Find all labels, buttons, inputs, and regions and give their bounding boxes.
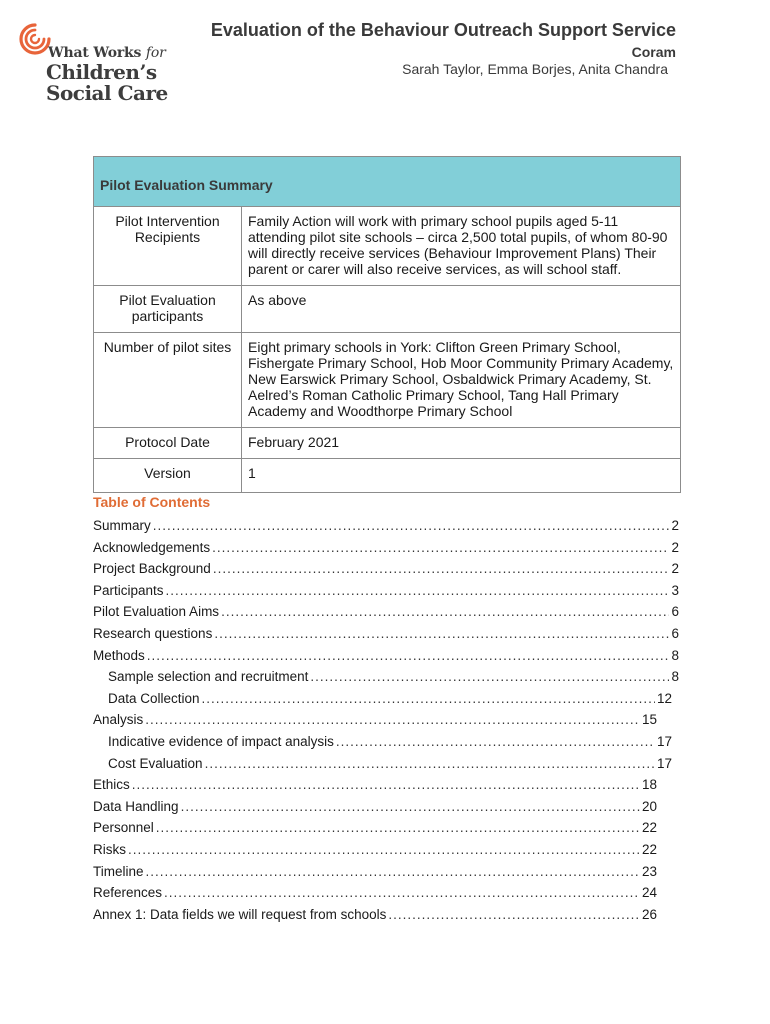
- toc-subentry[interactable]: Sample selection and recruitment ..... 8: [93, 669, 679, 691]
- toc-entry[interactable]: Methods ..... 8: [93, 648, 679, 670]
- summary-heading: Pilot Evaluation Summary: [94, 157, 681, 207]
- summary-row: [94, 333, 681, 428]
- logo-line2: Children’s: [46, 60, 157, 84]
- toc-entry[interactable]: Risks ..... 22: [93, 842, 657, 864]
- summary-row-label: Version: [94, 459, 242, 493]
- toc-entry[interactable]: Research questions ..... 6: [93, 626, 679, 648]
- logo-line3: Social Care: [46, 81, 168, 105]
- summary-row-label: Pilot Evaluation participants: [94, 286, 242, 333]
- toc-entry[interactable]: Annex 1: Data fields we will request from schools ..... 26: [93, 907, 657, 929]
- toc-entry[interactable]: Acknowledgements ..... 2: [93, 540, 679, 562]
- summary-row: [94, 428, 681, 459]
- summary-row: [94, 286, 681, 333]
- summary-row-value: Eight primary schools in York: Clifton Green Primary School, Fishergate Primary School, Hob Moor Community Primary Academy, New Earswick Primary School, Osbaldwick Primary Academy, St. Aelred’s Roman Catholic Primary School, Tang Hall Primary Academy and Woodthorpe Primary School: [242, 333, 681, 428]
- pilot-evaluation-summary-table: [93, 156, 681, 493]
- summary-row-label: Pilot Intervention Recipients: [94, 207, 242, 286]
- logo-spiral-icon: [18, 22, 52, 56]
- summary-row-label: Protocol Date: [94, 428, 242, 459]
- table-of-contents: [93, 518, 679, 928]
- summary-row-value: 1: [242, 459, 681, 493]
- toc-entry[interactable]: Summary ..... 2: [93, 518, 679, 540]
- toc-entry[interactable]: Analysis ..... 15: [93, 712, 657, 734]
- summary-row: [94, 459, 681, 493]
- toc-entry[interactable]: Project Background ..... 2: [93, 561, 679, 583]
- toc-entry[interactable]: Ethics ..... 18: [93, 777, 657, 799]
- toc-entry[interactable]: Pilot Evaluation Aims ..... 6: [93, 604, 679, 626]
- summary-row-value: As above: [242, 286, 681, 333]
- document-title: Evaluation of the Behaviour Outreach Support Service: [210, 20, 676, 40]
- logo-line1: What Works for: [48, 45, 166, 61]
- summary-row-value: February 2021: [242, 428, 681, 459]
- toc-subentry[interactable]: Cost Evaluation ..... 17: [93, 756, 672, 778]
- organisation-name: Coram: [631, 44, 676, 60]
- summary-row: [94, 207, 681, 286]
- toc-entry[interactable]: Personnel ..... 22: [93, 820, 657, 842]
- toc-heading: Table of Contents: [93, 494, 211, 510]
- summary-row-value: Family Action will work with primary school pupils aged 5-11 attending pilot site schools – circa 2,500 total pupils, of whom 80-90 will directly receive services (Behaviour Improvement Plans) Their parent or carer will also receive services, as will school staff.: [242, 207, 681, 286]
- toc-subentry[interactable]: Indicative evidence of impact analysis ..... 17: [93, 734, 672, 756]
- author-list: Sarah Taylor, Emma Borjes, Anita Chandra: [402, 61, 668, 77]
- wwcsc-logo: [16, 18, 166, 108]
- toc-entry[interactable]: References ..... 24: [93, 885, 657, 907]
- document-header: [211, 20, 676, 77]
- toc-entry[interactable]: Participants ..... 3: [93, 583, 679, 605]
- summary-header-row: [94, 157, 681, 207]
- toc-entry[interactable]: Timeline ..... 23: [93, 864, 657, 886]
- summary-row-label: Number of pilot sites: [94, 333, 242, 428]
- toc-subentry[interactable]: Data Collection ..... 12: [93, 691, 672, 713]
- toc-entry[interactable]: Data Handling ..... 20: [93, 799, 657, 821]
